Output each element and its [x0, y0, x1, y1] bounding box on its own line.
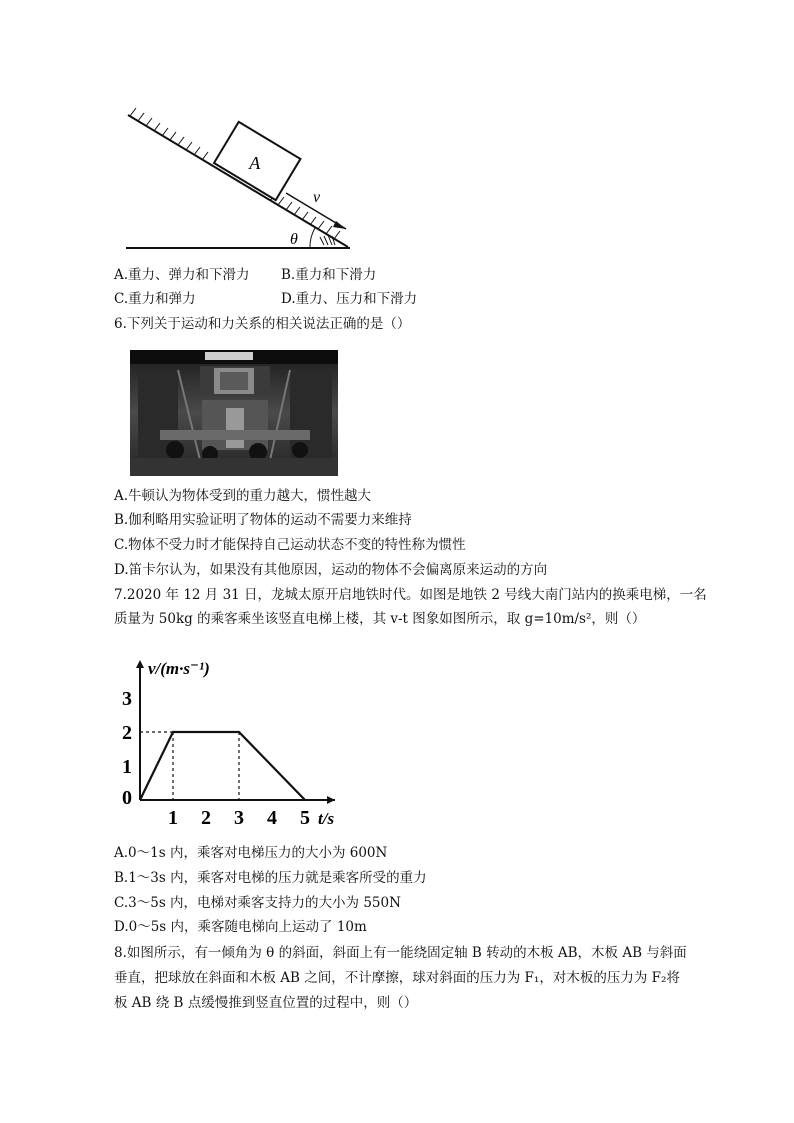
vt-chart — [112, 652, 352, 832]
q7-stem-line1: 7.2020 年 12 月 31 日，龙城太原开启地铁时代。如图是地铁 2 号线大南门站内的换乘电梯，一名 — [114, 587, 707, 603]
x-tick-label: 0 — [122, 787, 132, 809]
y-tick-label: 3 — [122, 688, 132, 710]
q5-option-a: A.重力、弹力和下滑力 — [114, 267, 250, 283]
q6-option-a: A.牛顿认为物体受到的重力越大，惯性越大 — [114, 488, 372, 504]
velocity-label: v — [313, 189, 321, 206]
q8-line3: 板 AB 绕 B 点缓慢推到竖直位置的过程中，则（） — [114, 995, 418, 1011]
x-tick-label: 3 — [234, 807, 244, 829]
y-axis-label: v/(m·s⁻¹) — [148, 659, 210, 678]
x-tick-label: 1 — [168, 807, 178, 829]
vt-series-line — [140, 732, 305, 800]
q7-option-b: B.1～3s 内，乘客对电梯的压力就是乘客所受的重力 — [114, 870, 427, 886]
q7-option-c: C.3～5s 内，电梯对乘客支持力的大小为 550N — [114, 895, 401, 911]
x-tick-label: 4 — [267, 807, 277, 829]
metro-photo — [130, 350, 338, 476]
incline-figure — [110, 95, 370, 255]
x-tick-label: 5 — [300, 807, 310, 829]
angle-arc — [310, 228, 315, 248]
q7-option-a: A.0～1s 内，乘客对电梯压力的大小为 600N — [114, 845, 388, 861]
y-axis-arrow-icon — [136, 660, 144, 668]
angle-label: θ — [290, 231, 298, 248]
q7-option-d: D.0～5s 内，乘客随电梯向上运动了 10m — [114, 919, 367, 935]
x-axis-label: t/s — [318, 809, 335, 828]
q7-stem-line2: 质量为 50kg 的乘客乘坐该竖直电梯上楼，其 v-t 图象如图所示，取 g=10m/s²，则（） — [114, 611, 646, 627]
x-tick-label: 2 — [201, 807, 211, 829]
x-axis-arrow-icon — [327, 796, 335, 804]
q8-line2: 垂直，把球放在斜面和木板 AB 之间，不计摩擦，球对斜面的压力为 F₁，对木板的压力为 F₂将 — [114, 970, 680, 986]
q6-stem: 6.下列关于运动和力关系的相关说法正确的是（） — [114, 316, 411, 332]
block-label: A — [249, 152, 261, 173]
q6-option-d: D.笛卡尔认为，如果没有其他原因，运动的物体不会偏离原来运动的方向 — [114, 562, 548, 578]
q6-option-c: C.物体不受力时才能保持自己运动状态不变的特性称为惯性 — [114, 537, 466, 553]
q6-option-b: B.伽利略用实验证明了物体的运动不需要力来维持 — [114, 512, 412, 528]
q5-option-d: D.重力、压力和下滑力 — [281, 291, 418, 307]
q5-option-c: C.重力和弹力 — [114, 291, 196, 307]
q8-line1: 8.如图所示，有一倾角为 θ 的斜面，斜面上有一能绕固定轴 B 转动的木板 AB，木板 AB 与斜面 — [114, 945, 687, 961]
y-tick-label: 2 — [122, 722, 132, 744]
y-tick-label: 1 — [122, 756, 132, 778]
q5-option-b: B.重力和下滑力 — [281, 267, 377, 283]
